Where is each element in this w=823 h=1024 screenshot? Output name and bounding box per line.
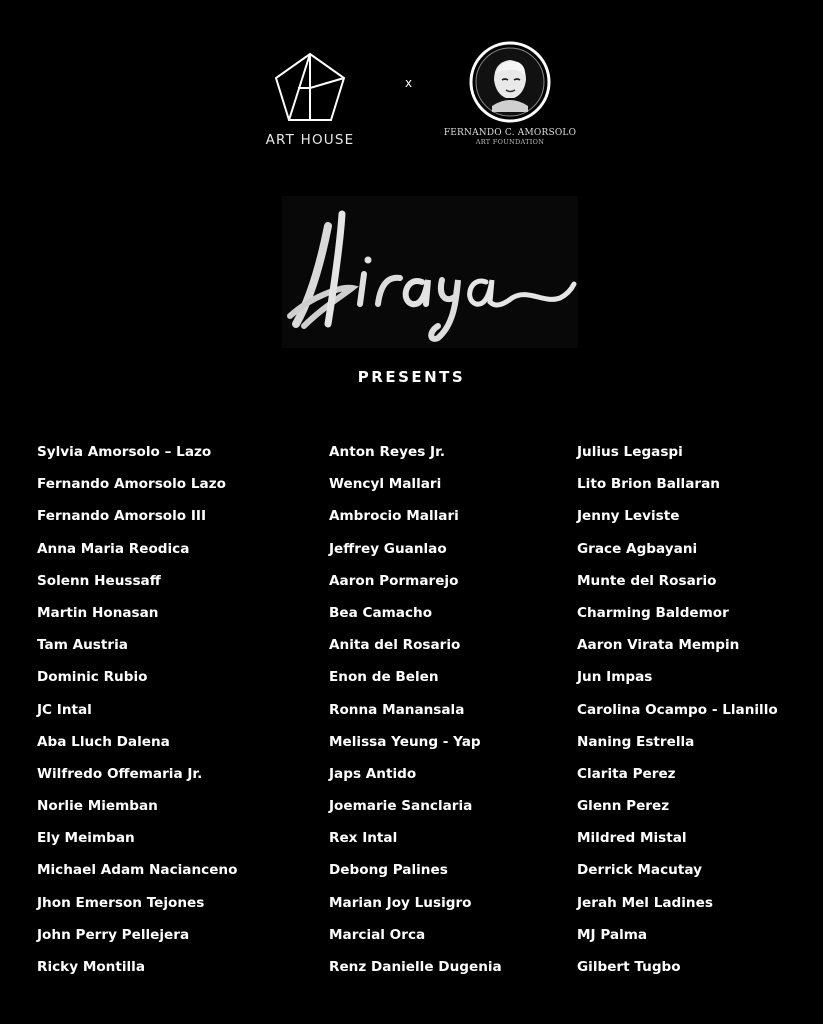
artist-name: Jerah Mel Ladines xyxy=(577,894,713,911)
portrait-seal-icon xyxy=(468,40,552,124)
presents-heading: PRESENTS xyxy=(357,368,466,386)
artist-name: Lito Brion Ballaran xyxy=(577,476,720,493)
artist-name: Joemarie Sanclaria xyxy=(329,798,473,815)
artist-name: Martin Honasan xyxy=(37,604,159,621)
artist-name: Solenn Heussaff xyxy=(37,572,161,589)
artist-column-2 xyxy=(329,440,502,987)
foundation-subtitle: ART FOUNDATION xyxy=(475,138,545,146)
artist-name: Rex Intal xyxy=(329,830,398,847)
artist-name: Jhon Emerson Tejones xyxy=(37,894,205,911)
artist-name: John Perry Pellejera xyxy=(37,926,190,943)
artist-name: Norlie Miemban xyxy=(37,798,158,815)
foundation-name: FERNANDO C. AMORSOLO xyxy=(443,128,577,138)
artist-name: Derrick Macutay xyxy=(577,862,702,879)
artist-name: Aaron Pormarejo xyxy=(329,572,459,589)
artist-name: Gilbert Tugbo xyxy=(577,959,681,975)
artist-name: Fernando Amorsolo III xyxy=(37,508,207,525)
pentagon-logo-icon xyxy=(270,48,350,128)
artist-name: Dominic Rubio xyxy=(37,669,148,686)
artist-name: Anita del Rosario xyxy=(329,637,461,654)
artist-name: Wilfredo Offemaria Jr. xyxy=(37,765,203,782)
artist-name: Julius Legaspi xyxy=(577,444,683,460)
artist-name: Jeffrey Guanlao xyxy=(329,540,447,557)
artist-name: Aaron Virata Mempin xyxy=(577,637,740,654)
artist-name: JC Intal xyxy=(37,701,92,718)
artist-name: Jenny Leviste xyxy=(577,508,680,525)
hiraya-script-logo xyxy=(282,196,578,348)
artist-name: Marcial Orca xyxy=(329,926,426,943)
artist-name: Ambrocio Mallari xyxy=(329,508,459,525)
artist-name: Bea Camacho xyxy=(329,604,433,621)
artist-name: Marian Joy Lusigro xyxy=(329,894,472,911)
artist-name: Fernando Amorsolo Lazo xyxy=(37,476,226,493)
artist-name: Anna Maria Reodica xyxy=(37,540,190,557)
artist-name: Ricky Montilla xyxy=(37,959,146,975)
artist-name: Charming Baldemor xyxy=(577,604,729,621)
artist-column-1 xyxy=(37,440,237,987)
art-house-label: ART HOUSE xyxy=(265,132,355,148)
artist-name: MJ Palma xyxy=(577,926,648,943)
artist-name: Wencyl Mallari xyxy=(329,476,442,493)
artist-name: Naning Estrella xyxy=(577,733,695,750)
artist-name: Michael Adam Nacianceno xyxy=(37,862,238,879)
artist-name: Clarita Perez xyxy=(577,765,676,782)
artist-name: Ely Meimban xyxy=(37,830,135,847)
artist-name: Jun Impas xyxy=(577,669,653,686)
artist-name: Mildred Mistal xyxy=(577,830,687,847)
foundation-logo xyxy=(440,40,580,146)
artist-name: Melissa Yeung - Yap xyxy=(329,733,481,750)
artist-name: Tam Austria xyxy=(37,637,128,654)
artist-name: Glenn Perez xyxy=(577,798,670,815)
collaboration-separator: x xyxy=(405,76,413,90)
artist-name: Japs Antido xyxy=(329,765,417,782)
header-logos xyxy=(0,40,823,150)
artist-name: Sylvia Amorsolo – Lazo xyxy=(37,444,212,460)
artist-name: Anton Reyes Jr. xyxy=(329,444,446,460)
artist-name: Debong Palines xyxy=(329,862,448,879)
artist-name: Ronna Manansala xyxy=(329,701,465,718)
artist-name: Enon de Belen xyxy=(329,669,439,686)
artist-column-3 xyxy=(577,440,778,987)
art-house-logo xyxy=(255,48,365,148)
artist-name: Carolina Ocampo - Llanillo xyxy=(577,701,778,718)
artist-name: Aba Lluch Dalena xyxy=(37,733,170,750)
artist-name: Renz Danielle Dugenia xyxy=(329,959,502,975)
artist-name: Grace Agbayani xyxy=(577,540,698,557)
artist-name: Munte del Rosario xyxy=(577,572,717,589)
